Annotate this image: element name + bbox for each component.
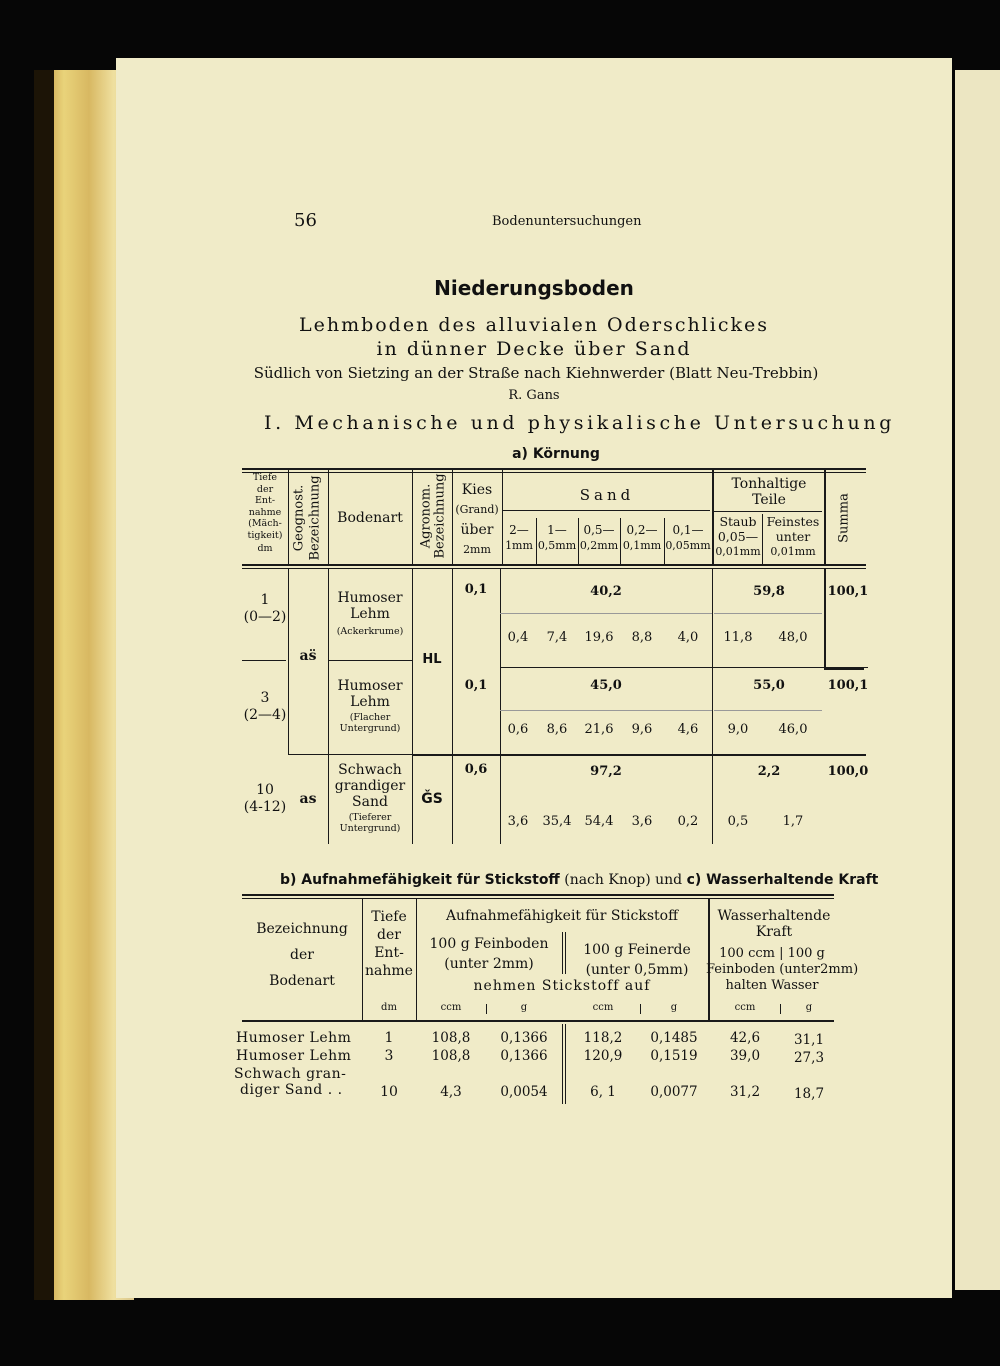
sand-total-cell: 45,0 — [590, 678, 622, 693]
sand-cell: 35,4 — [542, 814, 572, 829]
running-head: Bodenuntersuchungen — [492, 214, 642, 229]
sand-cell: 0,4 — [507, 630, 529, 645]
header-agronom-2: Bezeichnung — [432, 473, 448, 559]
ton-total-cell: 55,0 — [753, 678, 785, 693]
ton-cell: 9,0 — [727, 722, 749, 737]
unit-g: g — [670, 1002, 678, 1013]
sand-cell: 8,6 — [546, 722, 568, 737]
header-feinerde: 100 g Feinerde (unter 0,5mm) — [583, 942, 691, 978]
value-cell: 42,6 — [729, 1030, 761, 1046]
sand-cell: 0,6 — [507, 722, 529, 737]
agronom-code-1: HL — [422, 652, 442, 667]
sand-cell: 3,6 — [631, 814, 653, 829]
value-cell: 18,7 — [793, 1086, 825, 1102]
sand-cell: 0,2 — [677, 814, 699, 829]
header-sand-col-2: 1— 0,5mm — [537, 523, 577, 552]
value-cell: 0,1366 — [500, 1030, 548, 1046]
ton-cell: 46,0 — [778, 722, 808, 737]
ton-cell: 0,5 — [727, 814, 749, 829]
sand-cell: 9,6 — [631, 722, 653, 737]
tiefe-cell: 3 — [384, 1048, 394, 1064]
sand-cell: 4,0 — [677, 630, 699, 645]
value-cell: 31,1 — [793, 1032, 825, 1048]
value-cell: 118,2 — [583, 1030, 623, 1046]
header-nehmen: nehmen Stickstoff auf — [473, 978, 651, 994]
subtitle-line-1: Lehmboden des alluvialen Oderschlickes — [298, 314, 770, 336]
value-cell: 0,0077 — [650, 1084, 698, 1100]
header-wasserhaltende: Wasserhaltende Kraft — [717, 908, 831, 940]
header-geognost-1: Geognost. — [291, 484, 307, 552]
agronom-code-2: ǦS — [421, 791, 443, 807]
facing-page-edge — [955, 70, 1000, 1290]
ton-cell: 1,7 — [782, 814, 804, 829]
depth-cell: 1 (0—2) — [243, 592, 287, 625]
page-number: 56 — [294, 210, 317, 231]
depth-cell: 3 (2—4) — [243, 690, 287, 723]
tiefe-cell: 1 — [384, 1030, 394, 1046]
sand-cell: 21,6 — [584, 722, 614, 737]
book-spine-shadow — [34, 70, 54, 1300]
ton-total-cell: 2,2 — [757, 764, 781, 779]
unit-ccm: ccm — [734, 1002, 756, 1013]
header-sand-col-1: 2— 1mm — [505, 523, 533, 552]
header-tonhaltige: Tonhaltige Teile — [731, 476, 807, 508]
unit-g: g — [805, 1002, 813, 1013]
header-bodenart: Bodenart — [337, 510, 403, 526]
value-cell: 39,0 — [729, 1048, 761, 1064]
sand-total-cell: 97,2 — [590, 764, 622, 779]
header-feinboden: 100 g Feinboden (unter 2mm) — [429, 936, 549, 972]
bodenart-cell: Humoser Lehm (Flacher Untergrund) — [337, 678, 403, 734]
kies-cell: 0,1 — [464, 582, 488, 597]
unit-ccm: ccm — [440, 1002, 462, 1013]
ton-cell: 11,8 — [723, 630, 753, 645]
sand-cell: 19,6 — [584, 630, 614, 645]
header-agronom-1: Agronom. — [418, 483, 434, 549]
header-summa: Summa — [836, 493, 852, 543]
geognost-code-1: as̈ — [299, 648, 317, 664]
subheading-koernung: a) Körnung — [512, 446, 600, 462]
summa-cell: 100,1 — [827, 678, 869, 693]
unit-ccm: ccm — [592, 1002, 614, 1013]
header-staub: Staub 0,05— 0,01mm — [715, 514, 761, 558]
section-heading: I. Mechanische und physikalische Untersuchung — [264, 412, 895, 434]
bodenart-cell: Schwach gran- diger Sand . . — [234, 1066, 347, 1098]
sand-cell: 4,6 — [677, 722, 699, 737]
subtitle-line-2: in dünner Decke über Sand — [376, 338, 692, 360]
tiefe-cell: 10 — [380, 1084, 398, 1100]
header-wasser-sub: 100 ccm | 100 g Feinboden (unter2mm) halten Wasser — [706, 946, 859, 993]
bodenart-cell: Humoser Lehm — [236, 1048, 352, 1064]
geognost-code-2: as — [299, 791, 317, 807]
kies-cell: 0,6 — [464, 762, 488, 777]
bodenart-cell: Schwach grandiger Sand (Tieferer Untergrund) — [334, 762, 406, 834]
book-page — [116, 58, 952, 1298]
value-cell: 6, 1 — [590, 1084, 616, 1100]
author: R. Gans — [508, 388, 560, 403]
value-cell: 31,2 — [729, 1084, 761, 1100]
ton-cell: 48,0 — [778, 630, 808, 645]
summa-cell: 100,1 — [827, 584, 869, 599]
depth-cell: 10 (4-12) — [243, 782, 287, 815]
sand-cell: 3,6 — [507, 814, 529, 829]
unit-g: g — [520, 1002, 528, 1013]
summa-cell: 100,0 — [827, 764, 869, 779]
header-geognost-2: Bezeichnung — [307, 475, 323, 561]
header-tiefe: Tiefe der Ent- nahme — [365, 909, 413, 979]
value-cell: 120,9 — [583, 1048, 623, 1064]
header-depth: Tiefe der Ent- nahme (Mäch- tigkeit) dm — [247, 472, 283, 554]
bodenart-cell: Humoser Lehm — [236, 1030, 352, 1046]
sand-cell: 7,4 — [546, 630, 568, 645]
header-feinstes: Feinstes unter 0,01mm — [766, 514, 820, 558]
value-cell: 108,8 — [431, 1048, 471, 1064]
kies-cell: 0,1 — [464, 678, 488, 693]
sand-cell: 8,8 — [631, 630, 653, 645]
value-cell: 0,1519 — [650, 1048, 698, 1064]
ton-total-cell: 59,8 — [753, 584, 785, 599]
subheading-stickstoff: b) Aufnahmefähigkeit für Stickstoff (nach Knop) und c) Wasserhaltende Kraft — [280, 872, 879, 888]
value-cell: 27,3 — [793, 1050, 825, 1066]
bodenart-cell: Humoser Lehm (Ackerkrume) — [336, 590, 404, 637]
location-line: Südlich von Sietzing an der Straße nach Kiehnwerder (Blatt Neu-Trebbin) — [253, 364, 819, 382]
value-cell: 108,8 — [431, 1030, 471, 1046]
header-sand-col-4: 0,2— 0,1mm — [622, 523, 662, 552]
sand-cell: 54,4 — [584, 814, 614, 829]
sand-total-cell: 40,2 — [590, 584, 622, 599]
header-bezeichnung: Bezeichnung der Bodenart — [256, 921, 348, 989]
unit-dm: dm — [381, 1002, 397, 1013]
value-cell: 4,3 — [440, 1084, 462, 1100]
value-cell: 0,0054 — [500, 1084, 548, 1100]
header-aufnahmefaehigkeit: Aufnahmefähigkeit für Stickstoff — [445, 908, 679, 924]
header-sand: Sand — [579, 486, 635, 504]
value-cell: 0,1366 — [500, 1048, 548, 1064]
header-sand-col-5: 0,1— 0,05mm — [665, 523, 711, 552]
header-sand-col-3: 0,5— 0,2mm — [579, 523, 619, 552]
value-cell: 0,1485 — [650, 1030, 698, 1046]
page-title: Niederungsboden — [434, 276, 634, 300]
header-kies: Kies (Grand) über 2mm — [455, 482, 499, 556]
